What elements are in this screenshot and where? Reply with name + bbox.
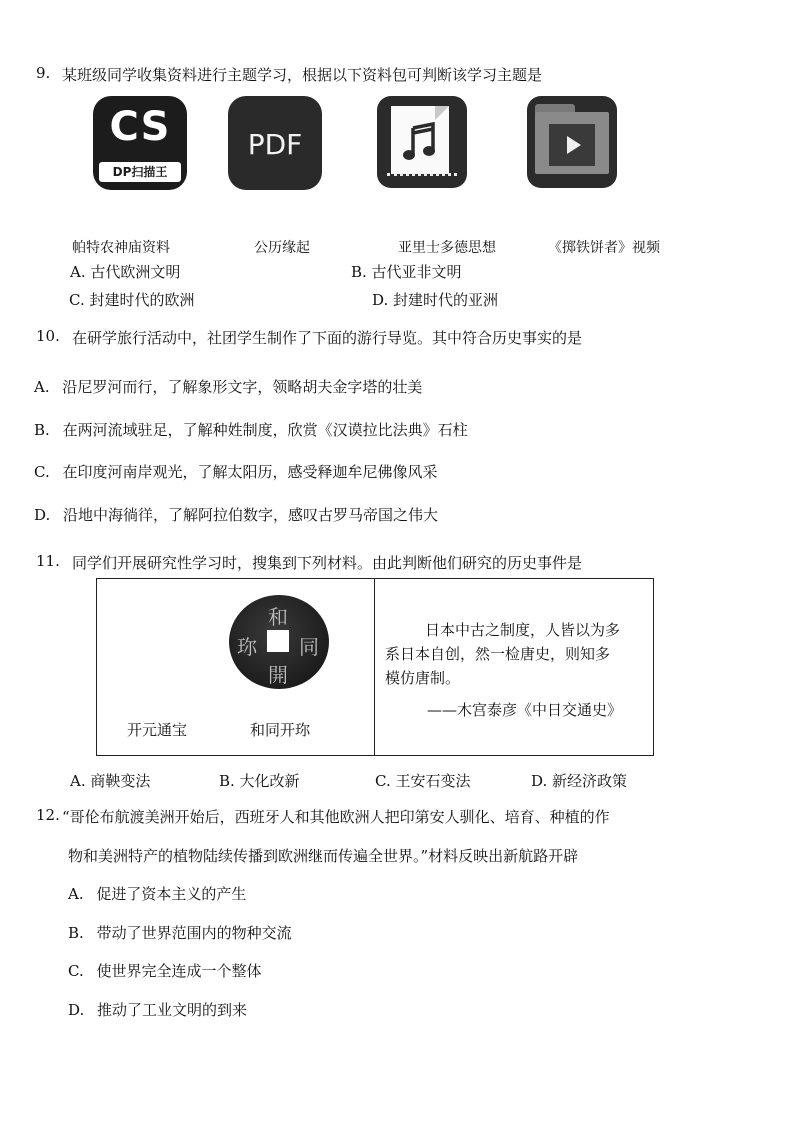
- q11-option-d[interactable]: D. 新经济政策: [531, 772, 628, 790]
- q11-option-c[interactable]: C. 王安石变法: [375, 772, 471, 790]
- q10-option-a[interactable]: [34, 376, 422, 397]
- q9-caption-1: 帕特农神庙资料: [72, 240, 170, 256]
- q12-option-b-text: 带动了世界范围内的物种交流: [96, 924, 292, 942]
- q10-number: 10.: [36, 327, 60, 345]
- cs-icon-band: DP扫描王: [99, 162, 181, 182]
- q12-option-d-label: D.: [68, 1001, 85, 1019]
- coin-label-wadokaichin: 和同开珎: [250, 721, 311, 739]
- music-paper-fold: [435, 106, 449, 120]
- q11-option-b[interactable]: B. 大化改新: [219, 772, 300, 790]
- q12-stem-line-2: 物和美洲特产的植物陆续传播到欧洲继而传遍全世界。”材料反映出新航路开辟: [68, 847, 579, 865]
- q12-option-c-text: 使世界完全连成一个整体: [96, 962, 262, 980]
- q12-option-c-label: C.: [68, 962, 84, 980]
- coin-image: [229, 595, 329, 689]
- q10-option-c-label: C.: [34, 463, 50, 481]
- q11-option-a[interactable]: A. 商鞅变法: [70, 772, 151, 790]
- coin-glyph-left: 珎: [237, 635, 257, 659]
- coin-glyph-top: 和: [268, 605, 288, 629]
- q10-option-d-label: D.: [34, 506, 51, 524]
- q10-option-c-text: 在印度河南岸观光，了解太阳历，感受释迦牟尼佛像风采: [62, 463, 438, 481]
- q12-option-d[interactable]: [68, 999, 247, 1020]
- q9-option-a[interactable]: A. 古代欧洲文明: [70, 263, 181, 281]
- q9-number: 9.: [36, 64, 51, 82]
- q9-option-d[interactable]: D. 封建时代的亚洲: [372, 291, 499, 309]
- q9-option-b[interactable]: B. 古代亚非文明: [351, 263, 462, 281]
- table-divider: [374, 579, 375, 755]
- q10-option-b-label: B.: [34, 421, 50, 439]
- q12-stem-line-1: “哥伦布航渡美洲开始后，西班牙人和其他欧洲人把印第安人驯化、培育、种植的作: [62, 808, 610, 826]
- coin-glyph-right: 同: [299, 635, 319, 659]
- cs-icon-text: CS: [109, 104, 171, 150]
- coin-square-hole: [267, 630, 289, 652]
- q12-option-b[interactable]: [68, 922, 292, 943]
- q9-caption-3: 亚里士多德思想: [398, 240, 496, 256]
- quote-line-2: 系日本自创，然一检唐史，则知多: [385, 645, 611, 663]
- quote-line-1: 日本中古之制度，人皆以为多: [425, 621, 621, 639]
- q9-caption-4: 《掷铁饼者》视频: [548, 240, 660, 256]
- music-note-icon: [403, 122, 437, 162]
- q10-option-b[interactable]: [34, 419, 468, 440]
- pdf-icon-text: PDF: [247, 128, 303, 161]
- q12-option-a-text: 促进了资本主义的产生: [96, 885, 247, 903]
- quote-source: ——木宫泰彦《中日交通史》: [427, 701, 623, 719]
- q11-number: 11.: [36, 552, 60, 570]
- q10-option-c[interactable]: [34, 461, 438, 482]
- q12-option-b-label: B.: [68, 924, 84, 942]
- q12-number: 12.: [36, 806, 60, 824]
- q10-stem: 在研学旅行活动中，社团学生制作了下面的游行导览。其中符合历史事实的是: [72, 329, 583, 347]
- q11-stem: 同学们开展研究性学习时，搜集到下列材料。由此判断他们研究的历史事件是: [72, 554, 583, 572]
- q10-option-a-text: 沿尼罗河而行，了解象形文字，领略胡夫金字塔的壮美: [62, 378, 423, 396]
- q12-option-a-label: A.: [68, 885, 84, 903]
- q10-option-d-text: 沿地中海徜徉，了解阿拉伯数字，感叹古罗马帝国之伟大: [63, 506, 439, 524]
- music-dots: [387, 173, 457, 182]
- q10-option-b-text: 在两河流域驻足，了解种姓制度，欣赏《汉谟拉比法典》石柱: [62, 421, 468, 439]
- video-folder-icon: [527, 96, 617, 188]
- coin-glyph-bottom: 開: [268, 663, 288, 687]
- q10-option-d[interactable]: [34, 504, 438, 525]
- q10-option-a-label: A.: [34, 378, 50, 396]
- play-icon: [567, 136, 581, 154]
- music-file-icon: [377, 96, 467, 188]
- coin-label-kaiyuan: 开元通宝: [127, 721, 188, 739]
- q12-option-d-text: 推动了工业文明的到来: [97, 1001, 248, 1019]
- q9-option-c[interactable]: C. 封建时代的欧洲: [69, 291, 195, 309]
- pdf-icon: [228, 96, 322, 190]
- q12-option-c[interactable]: [68, 960, 262, 981]
- q11-material-table: [96, 578, 654, 756]
- quote-line-3: 模仿唐制。: [385, 669, 461, 687]
- q12-option-a[interactable]: [68, 883, 246, 904]
- q9-stem: 某班级同学收集资料进行主题学习，根据以下资料包可判断该学习主题是: [62, 66, 543, 84]
- q9-caption-2: 公历缘起: [254, 240, 310, 256]
- cs-scanner-icon: [93, 96, 187, 190]
